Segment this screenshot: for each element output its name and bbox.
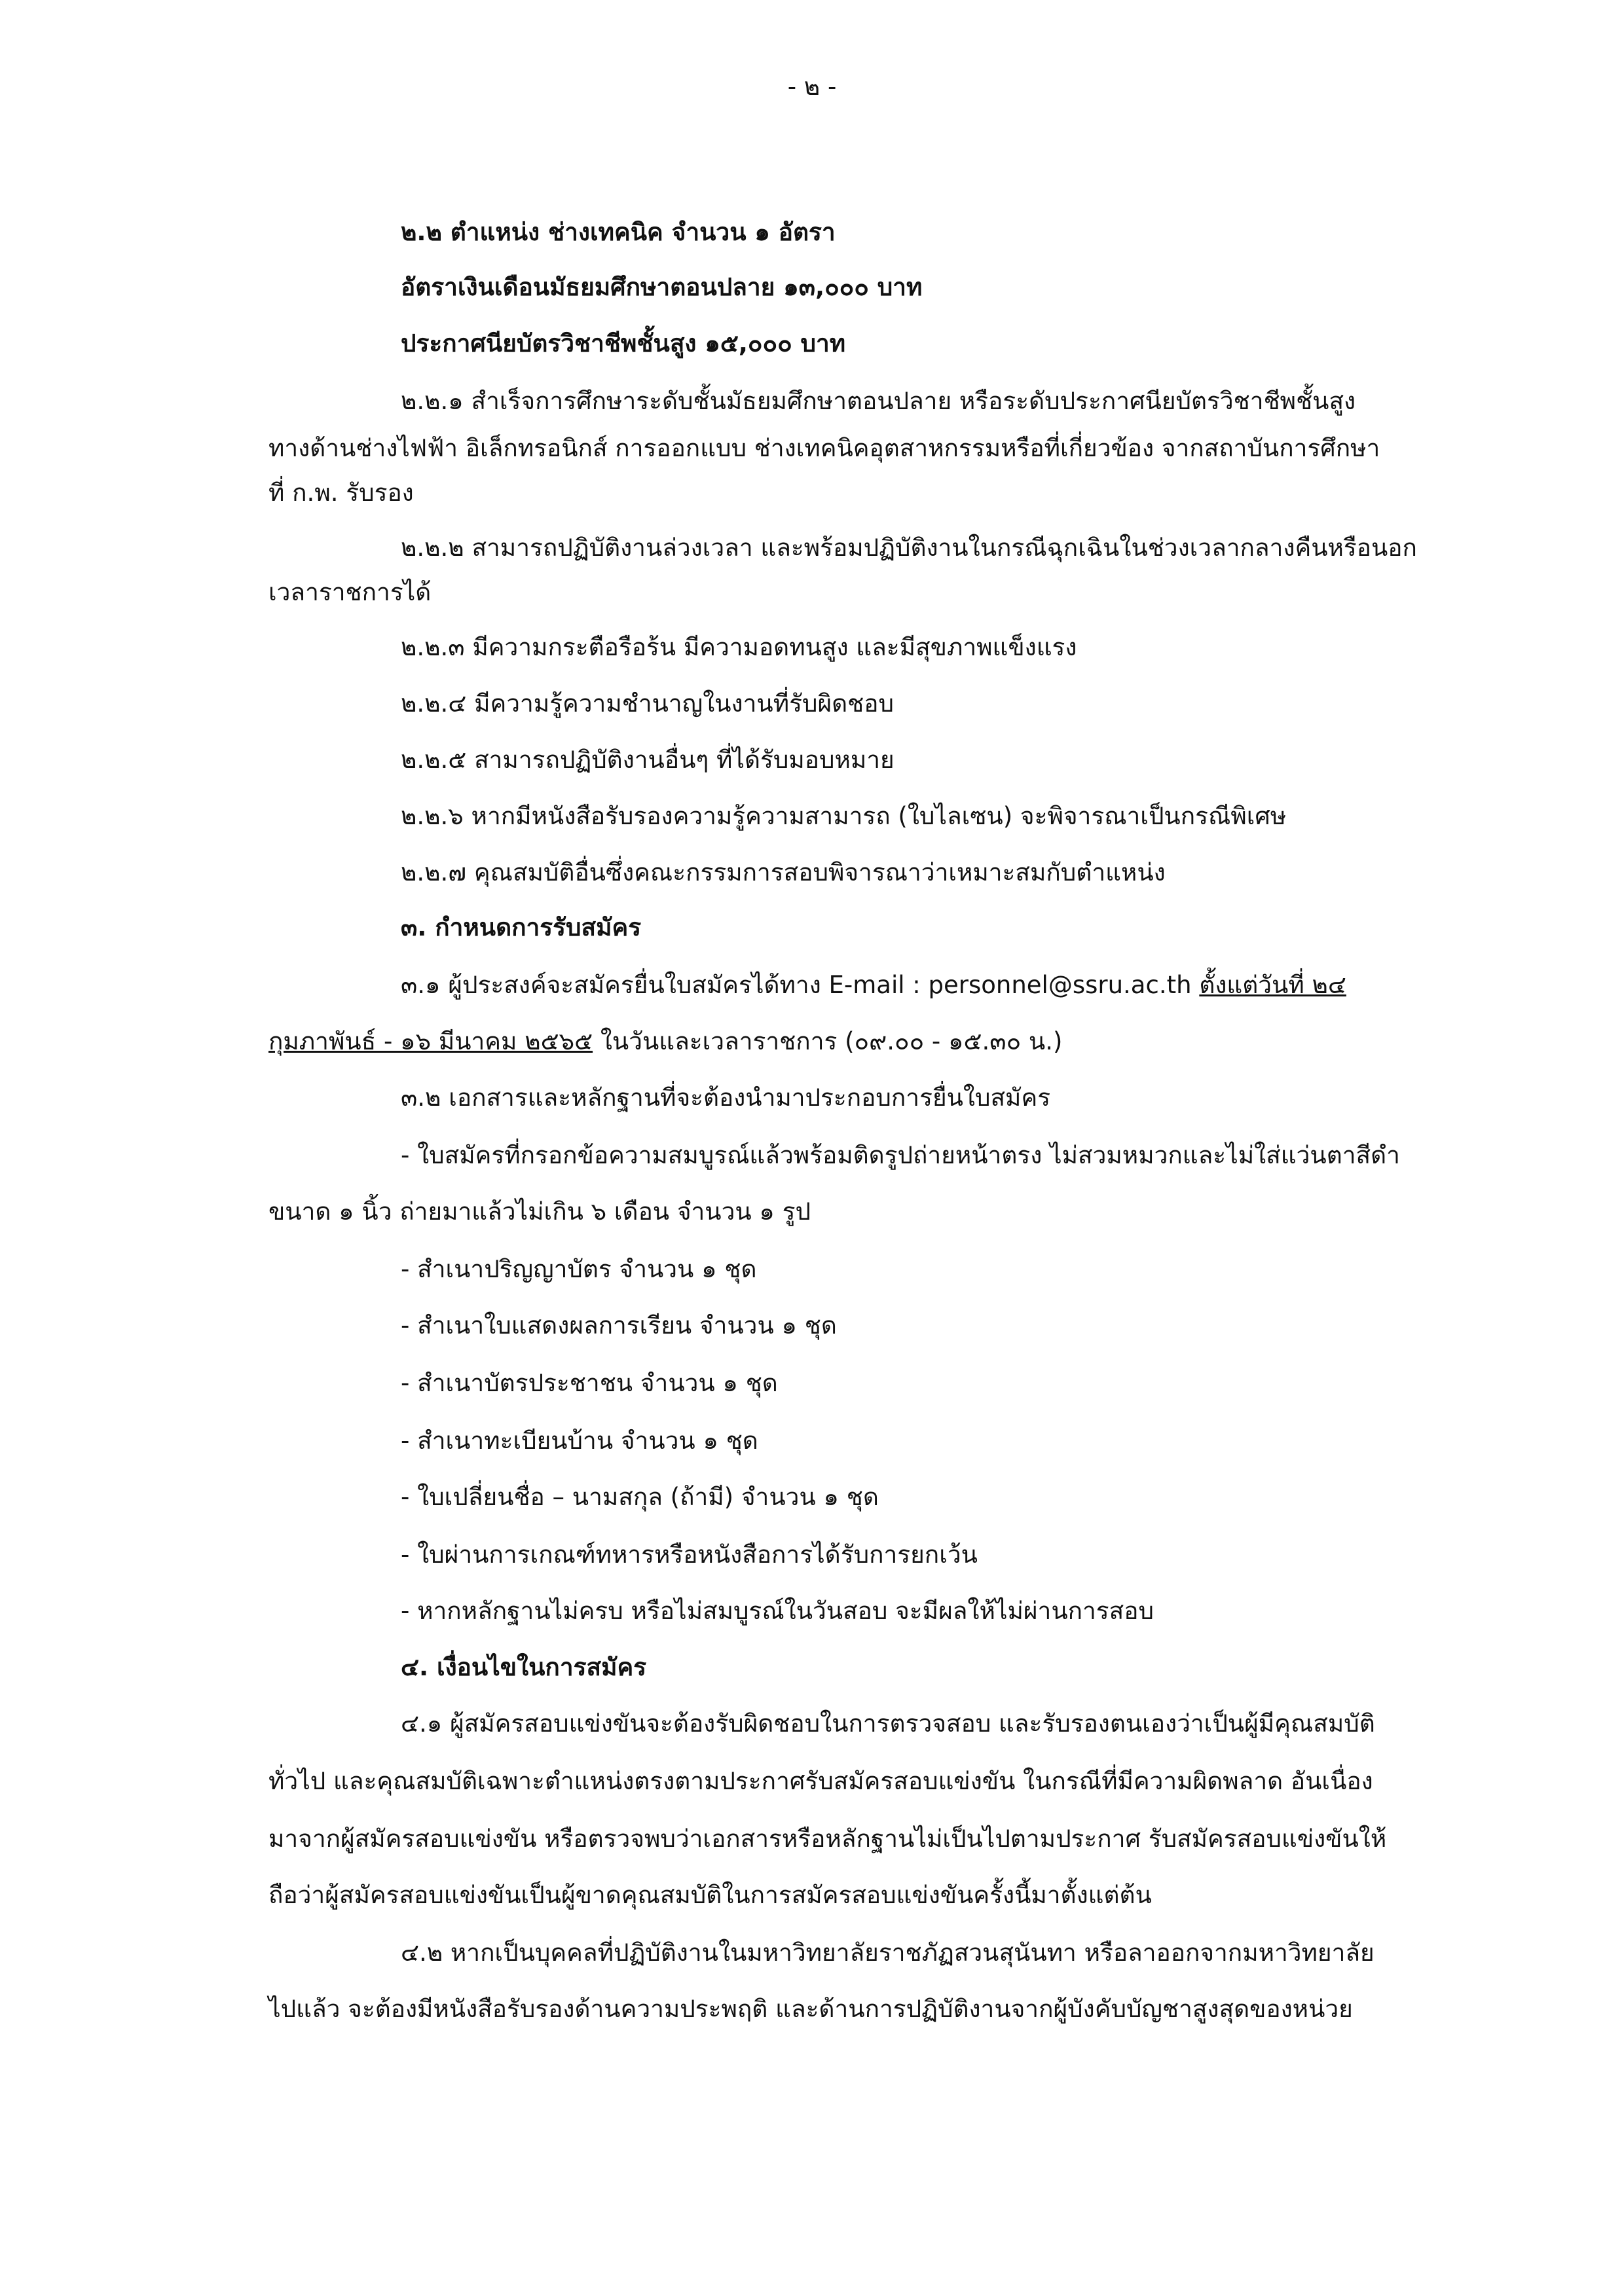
qualification-5: ๒.๒.๕ สามารถปฏิบัติงานอื่นๆ ที่ได้รับมอบหมาย xyxy=(401,746,895,774)
qualification-1-line-2: ทางด้านช่างไฟฟ้า อิเล็กทรอนิกส์ การออกแบบ ช่างเทคนิคอุตสาหกรรมหรือที่เกี่ยวข้อง จากสถาบันการศึกษา xyxy=(268,434,1380,462)
page-number: - ๒ - xyxy=(787,73,837,101)
doc-application-photo-line-1: - ใบสมัครที่กรอกข้อความสมบูรณ์แล้วพร้อมติดรูปถ่ายหน้าตรง ไม่สวมหมวกและไม่ใส่แว่นตาสีดำ xyxy=(401,1141,1400,1169)
doc-transcript: - สำเนาใบแสดงผลการเรียน จำนวน ๑ ชุด xyxy=(401,1311,837,1339)
qualification-2-line-2: เวลาราชการได้ xyxy=(268,578,432,606)
qualification-2-line-1: ๒.๒.๒ สามารถปฏิบัติงานล่วงเวลา และพร้อมปฏิบัติงานในกรณีฉุกเฉินในช่วงเวลากลางคืนหรือนอก xyxy=(401,534,1417,562)
position-heading: ๒.๒ ตำแหน่ง ช่างเทคนิค จำนวน ๑ อัตรา xyxy=(401,218,836,246)
qualification-4: ๒.๒.๔ มีความรู้ความชำนาญในงานที่รับผิดชอบ xyxy=(401,689,894,718)
doc-application-photo-line-2: ขนาด ๑ นิ้ว ถ่ายมาแล้วไม่เกิน ๖ เดือน จำนวน ๑ รูป xyxy=(268,1197,811,1226)
documents-heading: ๓.๒ เอกสารและหลักฐานที่จะต้องนำมาประกอบการยื่นใบสมัคร xyxy=(401,1084,1051,1112)
doc-name-change: - ใบเปลี่ยนชื่อ – นามสกุล (ถ้ามี) จำนวน ๑ ชุด xyxy=(401,1483,879,1511)
salary-line-diploma: ประกาศนียบัตรวิชาชีพชั้นสูง ๑๕,๐๐๐ บาท xyxy=(401,329,846,357)
condition-4-1-line-2: ทั่วไป และคุณสมบัติเฉพาะตำแหน่งตรงตามประกาศรับสมัครสอบแข่งขัน ในกรณีที่มีความผิดพลาด อันเนื่อง xyxy=(268,1767,1373,1795)
section-3-heading: ๓. กำหนดการรับสมัคร xyxy=(401,913,642,941)
qualification-1-line-3: ที่ ก.พ. รับรอง xyxy=(268,479,414,507)
qualification-1-line-1: ๒.๒.๑ สำเร็จการศึกษาระดับชั้นมัธยมศึกษาตอนปลาย หรือระดับประกาศนียบัตรวิชาชีพชั้นสูง xyxy=(401,387,1356,415)
condition-4-1-line-4: ถือว่าผู้สมัครสอบแข่งขันเป็นผู้ขาดคุณสมบัติในการสมัครสอบแข่งขันครั้งนี้มาตั้งแต่ต้น xyxy=(268,1881,1152,1909)
qualification-6: ๒.๒.๖ หากมีหนังสือรับรองความรู้ความสามารถ (ใบไลเซน) จะพิจารณาเป็นกรณีพิเศษ xyxy=(401,802,1287,830)
application-channel-line-1 xyxy=(401,969,1346,1002)
doc-incomplete-notice: - หากหลักฐานไม่ครบ หรือไม่สมบูรณ์ในวันสอบ จะมีผลให้ไม่ผ่านการสอบ xyxy=(401,1597,1154,1625)
application-channel-line-2 xyxy=(268,1025,1062,1058)
application-date-start: ตั้งแต่วันที่ ๒๔ xyxy=(1199,971,1346,999)
application-channel-text: ๓.๑ ผู้ประสงค์จะสมัครยื่นใบสมัครได้ทาง E-mail : personnel@ssru.ac.th xyxy=(401,971,1200,999)
condition-4-2-line-2: ไปแล้ว จะต้องมีหนังสือรับรองด้านความประพฤติ และด้านการปฏิบัติงานจากผู้บังคับบัญชาสูงสุดของหน่วย xyxy=(268,1995,1353,2023)
salary-line-secondary: อัตราเงินเดือนมัธยมศึกษาตอนปลาย ๑๓,๐๐๐ บาท xyxy=(401,273,923,301)
doc-house-registration: - สำเนาทะเบียนบ้าน จำนวน ๑ ชุด xyxy=(401,1427,758,1455)
section-4-heading: ๔. เงื่อนไขในการสมัคร xyxy=(401,1653,647,1681)
qualification-3: ๒.๒.๓ มีความกระตือรือร้น มีความอดทนสูง และมีสุขภาพแข็งแรง xyxy=(401,633,1077,661)
condition-4-1-line-1: ๔.๑ ผู้สมัครสอบแข่งขันจะต้องรับผิดชอบในการตรวจสอบ และรับรองตนเองว่าเป็นผู้มีคุณสมบัติ xyxy=(401,1709,1375,1738)
condition-4-1-line-3: มาจากผู้สมัครสอบแข่งขัน หรือตรวจพบว่าเอกสารหรือหลักฐานไม่เป็นไปตามประกาศ รับสมัครสอบแข่งขันให้ xyxy=(268,1825,1387,1853)
application-hours: ในวันและเวลาราชการ (๐๙.๐๐ - ๑๕.๓๐ น.) xyxy=(593,1027,1063,1055)
doc-degree: - สำเนาปริญญาบัตร จำนวน ๑ ชุด xyxy=(401,1255,757,1283)
qualification-7: ๒.๒.๗ คุณสมบัติอื่นซึ่งคณะกรรมการสอบพิจารณาว่าเหมาะสมกับตำแหน่ง xyxy=(401,858,1166,886)
doc-id-card: - สำเนาบัตรประชาชน จำนวน ๑ ชุด xyxy=(401,1369,778,1397)
doc-military: - ใบผ่านการเกณฑ์ทหารหรือหนังสือการได้รับการยกเว้น xyxy=(401,1540,978,1569)
condition-4-2-line-1: ๔.๒ หากเป็นบุคคลที่ปฏิบัติงานในมหาวิทยาลัยราชภัฏสวนสุนันทา หรือลาออกจากมหาวิทยาลัย xyxy=(401,1939,1375,1967)
application-date-range: กุมภาพันธ์ - ๑๖ มีนาคม ๒๕๖๕ xyxy=(268,1027,593,1055)
